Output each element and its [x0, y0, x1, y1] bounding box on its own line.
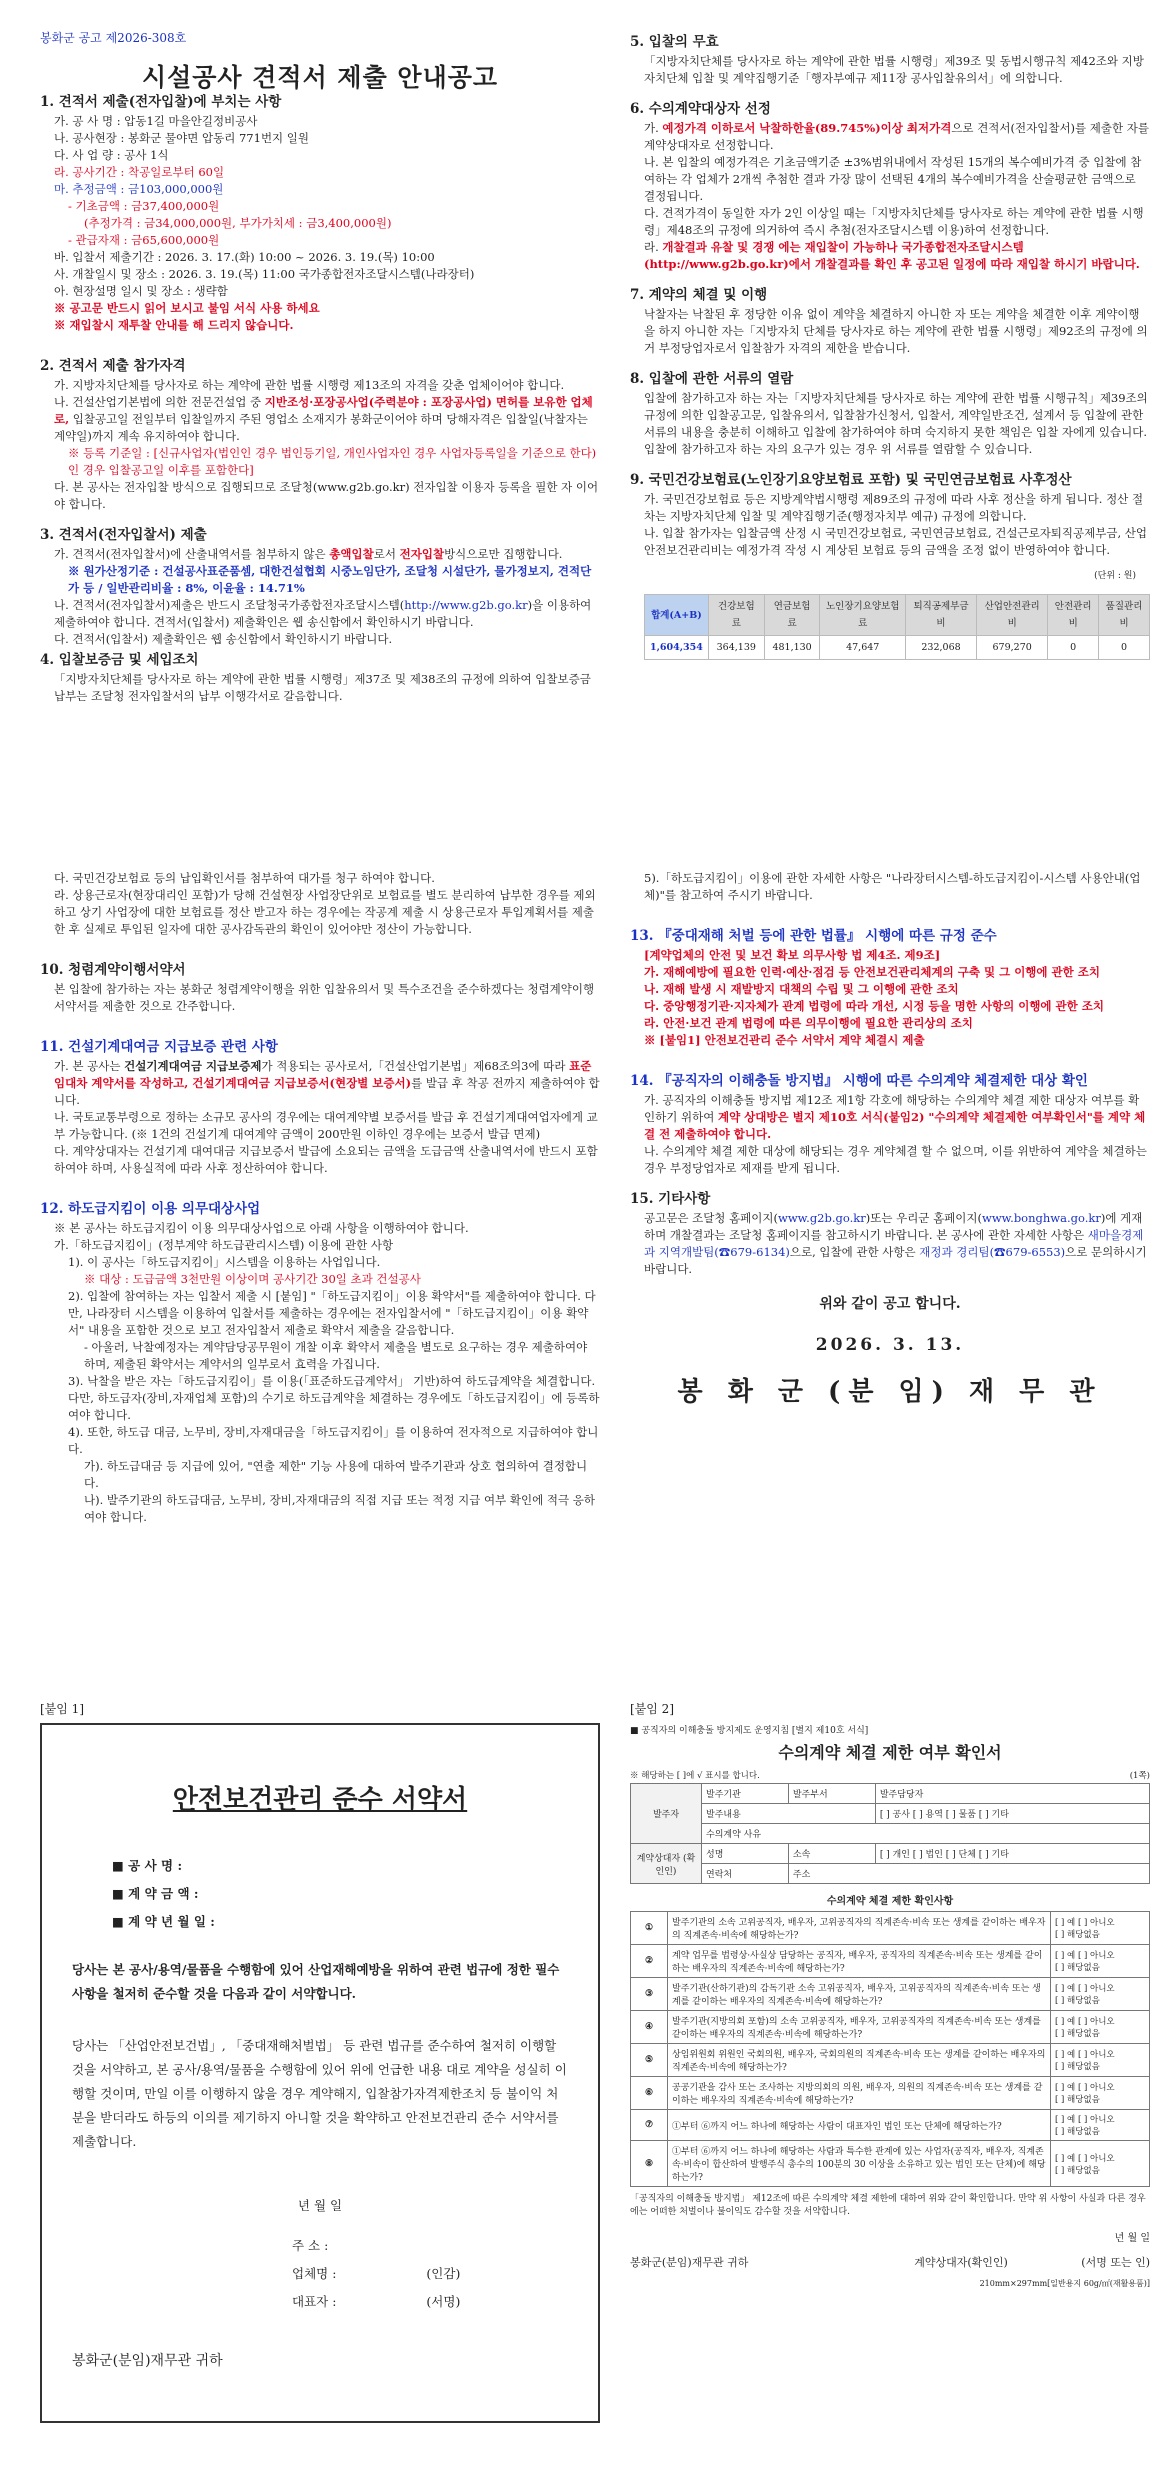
insurance-header-row	[645, 595, 1150, 636]
check-item-number: ④	[631, 2011, 668, 2044]
s6-item-c: 다. 견적가격이 동일한 자가 2인 이상일 때는「지방자치단체를 당사자로 하는 계약에 관한 법률 시행령」제48조의 규정에 의거하여 즉시 추첨(전자조달시스템 이용)하여 선정합니다.	[644, 206, 1144, 237]
s3-item-c: 다. 견적서(입찰서) 제출확인은 웹 송신함에서 확인하시기 바랍니다.	[54, 632, 393, 646]
section-12-heading: 12. 하도급지킴이 이용 의무대상사업	[40, 1201, 261, 1217]
s1-estimate-breakdown: (추정가격 : 금34,000,000원, 부가가치세 : 금3,400,000원)	[84, 216, 392, 230]
contractor-label: 계약상대자 (확인인)	[631, 1844, 702, 1884]
contractor-affiliation[interactable]: 소속	[788, 1844, 875, 1864]
pledge-recipient: 봉화군(분임)재무관 귀하	[72, 2353, 223, 2369]
insurance-value: 0	[1099, 636, 1150, 660]
client-reason[interactable]: 수의계약 사유	[702, 1824, 1150, 1844]
form-recipient: 봉화군(분임)재무관 귀하	[630, 2256, 749, 2269]
check-table	[630, 1911, 1150, 2187]
form-top-row: ※ 해당하는 [ ]에 √ 표시를 합니다. (1쪽)	[630, 1771, 1150, 1781]
s9-item-c: 다. 국민건강보험료 등의 납입확인서를 첨부하여 대가를 청구 하여야 합니다.	[54, 871, 435, 885]
s8-body: 입찰에 참가하고자 하는 자는「지방자치단체를 당사자로 하는 계약에 관한 법률 시행규칙」제39조의 규정에 의한 입찰공고문, 입찰유의서, 입찰참가신청서, 입찰서, 계약일반조건, 설계서 등 입찰에 관한 서류의 내용을 충분히 이해하고 입찰에 참가하여야 하며 숙지하지 못한 책임은 입찰 자에게 있습니다. 입찰에 참가하고자 하는 자의 요구가 있는 경우 위 서류를 열람할 수 있습니다.	[644, 391, 1148, 456]
check-row	[631, 2141, 1150, 2187]
s1-project-name: 가. 공 사 명 : 압동1길 마을안길정비공사	[54, 114, 258, 128]
s14-item-b: 나. 수의계약 체결 제한 대상에 해당되는 경우 계약체결 할 수 없으며, 이를 위반하여 계약을 체결하는 경우 부정당업자로 제재를 받게 됩니다.	[644, 1144, 1147, 1175]
s1-note-1: ※ 공고문 반드시 읽어 보시고 불임 서식 사용 하세요	[54, 301, 320, 315]
check-item-text: 상임위원회 위원인 국회의원, 배우자, 국회의원의 직계존속·비속 또는 생계를 같이하는 배우자의 직계존속·비속에 해당하는가?	[668, 2044, 1051, 2077]
pledge-ceo: 대표자 : (서명)	[292, 2294, 461, 2309]
s12-item-4a: 가). 하도급대금 등 지급에 있어, "연출 제한" 기능 사용에 대하여 발주기관과 상호 협의하여 결정합니다.	[84, 1459, 588, 1490]
s1-base-amount: - 기초금액 : 금37,400,000원	[68, 199, 220, 213]
form-law-ref: ■ 공직자의 이해충돌 방지제도 운영지침 [별지 제10호 서식]	[630, 1726, 869, 1736]
insurance-header-total: 합계(A+B)	[645, 595, 709, 636]
attachment-2-page	[630, 1700, 1150, 2460]
s12-item-3: 3). 낙찰을 받은 자는「하도급지킴이」를 이용(「표준하도급계약서」 기반)하여 하도급계약을 체결합니다. 다만, 하도급자(장비,자재업체 포함)의 수기로 하도급계약을 체결하는 경우에도「하도급지킴이」에 등록하여야 합니다.	[68, 1374, 600, 1422]
check-row	[631, 2011, 1150, 2044]
check-item-number: ⑥	[631, 2077, 668, 2110]
notice-date: 2026. 3. 13.	[815, 1335, 965, 1355]
contractor-name[interactable]: 성명	[702, 1844, 789, 1864]
check-row	[631, 1945, 1150, 1978]
insurance-header: 안전관리비	[1048, 595, 1099, 636]
section-14-heading: 14. 『공직자의 이해충돌 방지법』 시행에 따른 수의계약 체결제한 대상 확인	[630, 1073, 1088, 1089]
s6-item-d: 라. 개찰결과 유찰 및 경쟁 에는 재입찰이 가능하나 국가종합전자조달시스템(http://www.g2b.go.kr)에서 개찰결과를 확인 후 공고된 일정에 따라 재입찰 하시기 바랍니다.	[644, 240, 1140, 271]
form-footer-text: 「공직자의 이해충돌 방지법」 제12조에 따른 수의계약 체결 제한에 대하여 위와 같이 확인합니다. 만약 위 사항이 사실과 다른 경우에는 어떠한 처벌이나 불이익도 감수할 것을 서약합니다.	[630, 2194, 1146, 2217]
s13-item-d: 라. 안전·보건 관계 법령에 따른 의무이행에 필요한 관리상의 조치	[644, 1016, 973, 1030]
insurance-value: 364,139	[708, 636, 764, 660]
s6-item-b: 나. 본 입찰의 예정가격은 기초금액기준 ±3%범위내에서 작성된 15개의 복수예비가격 중 입찰에 참여하는 각 업체가 2개씩 추첨한 결과 가장 많이 선택된 4개의 복수예비가격을 산술평균한 금액으로 결정됩니다.	[644, 155, 1142, 203]
section-13-heading: 13. 『중대재해 처벌 등에 관한 법률』 시행에 따른 규정 준수	[630, 928, 997, 944]
check-item-options[interactable]: [ ] 예 [ ] 아니오 [ ] 해당없음	[1051, 1912, 1150, 1945]
s13-item-c: 다. 중앙행정기관·지자체가 관계 법령에 따라 개선, 시정 등을 명한 사항의 이행에 관한 조치	[644, 999, 1104, 1013]
pledge-address: 주 소 :	[292, 2238, 329, 2253]
check-item-text: 발주기관(지방의회 포함)의 소속 고위공직자, 배우자, 고위공직자의 직계존속·비속 또는 생계를 같이하는 배우자의 직계존속·비속에 해당하는가?	[668, 2011, 1051, 2044]
insurance-value: 47,647	[820, 636, 905, 660]
pledge-lead: 당사는 본 공사/용역/물품을 수행함에 있어 산업재해예방을 위하여 관련 법규에 정한 필수사항을 철저히 준수할 것을 다음과 같이 서약합니다.	[72, 1962, 560, 2001]
bonghwa-homepage-link[interactable]: www.bonghwa.go.kr	[982, 1211, 1101, 1225]
insurance-header: 품질관리비	[1099, 595, 1150, 636]
pledge-contract-amount: ■ 계 약 금 액 :	[112, 1886, 199, 1901]
insurance-header: 노인장기요양보험료	[820, 595, 905, 636]
check-section-title: 수의계약 체결 제한 확인사항	[826, 1896, 954, 1907]
s9-item-d: 라. 상용근로자(현장대리인 포함)가 당해 건설현장 사업장단위로 보험료를 별도 분리하여 납부한 경우를 제외하고 상기 사업장에 대한 보험료를 정산 받고자 하는 경우에는 작공계 제출 시 상용근로자 투입계획서를 제출한 후 실제로 투입된 일자에 대한 공사감독관의 확인이 있어야만 정산이 가능합니다.	[54, 888, 596, 936]
closing-text: 위와 같이 공고 합니다.	[819, 1296, 961, 1312]
check-item-number: ⑤	[631, 2044, 668, 2077]
check-row	[631, 2077, 1150, 2110]
pledge-date-line: 년 월 일	[297, 2198, 343, 2213]
section-2-heading: 2. 견적서 제출 참가자격	[40, 358, 186, 374]
pledge-box	[40, 1723, 600, 2423]
s12-target: ※ 대상 : 도급금액 3천만원 이상이며 공사기간 30일 초과 건설공사	[84, 1272, 421, 1286]
section-11-heading: 11. 건설기계대여금 지급보증 관련 사항	[40, 1039, 278, 1055]
check-row	[631, 1978, 1150, 2011]
notice-page-2	[630, 30, 1150, 860]
notice-title: 시설공사 견적서 제출 안내공고	[141, 63, 499, 92]
s1-site-briefing: 아. 현장설명 일시 및 장소 : 생략함	[54, 284, 228, 298]
attachment-1-page	[40, 1700, 600, 2460]
s12-item-a: 가.「하도급지킴이」(정부계약 하도급관리시스템) 이용에 관한 사항	[54, 1238, 394, 1252]
check-item-options[interactable]: [ ] 예 [ ] 아니오 [ ] 해당없음	[1051, 2110, 1150, 2141]
section-7-heading: 7. 계약의 체결 및 이행	[630, 287, 768, 303]
s11-item-b: 나. 국토교통부령으로 정하는 소규모 공사의 경우에는 대여계약별 보증서를 발급 후 건설기계대여업자에게 교부 가능합니다. (※ 1건의 건설기계 대여계약 금액이 200만원 이하인 경우에는 보증서 발급 면제)	[54, 1110, 598, 1141]
g2b-link[interactable]: http://www.g2b.go.kr	[404, 598, 528, 612]
attachment-2-label: [붙임 2]	[630, 1702, 674, 1716]
check-item-text: 발주기관(산하기관)의 감독기관 소속 고위공직자, 배우자, 고위공직자의 직계존속·비속 또는 생계를 같이하는 배우자의 직계존속·비속에 해당하는가?	[668, 1978, 1051, 2011]
client-content[interactable]: 발주내용	[702, 1804, 876, 1824]
s9-item-a: 가. 국민건강보험료 등은 지방계약법시행령 제89조의 규정에 따라 사후 정산을 하게 됩니다. 정산 절차는 지방자치단체 입찰 및 계약집행기준(행정자치부 예규) 규정에 의합니다.	[644, 492, 1144, 523]
check-item-text: 공공기관을 감사 또는 조사하는 지방의회의 의원, 배우자, 의원의 직계존속·비속 또는 생계를 같이하는 배우자의 직계존속·비속에 해당하는가?	[668, 2077, 1051, 2110]
s12-item-2-note: - 아울러, 낙찰예정자는 계약담당공무원이 개찰 이후 확약서 제출을 별도로 요구하는 경우 제출하여야 하며, 제출된 확약서는 계약서의 일부로서 효력을 가집니다.	[84, 1340, 588, 1371]
s10-body: 본 입찰에 참가하는 자는 봉화군 청렴계약이행을 위한 입찰유의서 및 특수조건을 준수하겠다는 청렴계약이행서약서를 제출한 것으로 간주합니다.	[54, 982, 595, 1013]
section-4-heading: 4. 입찰보증금 및 세입조치	[40, 652, 199, 668]
check-item-number: ③	[631, 1978, 668, 2011]
check-item-text: ①부터 ⑥까지 어느 하나에 해당하는 사람과 특수한 관계에 있는 사업자(공직자, 배우자, 직계존속·비속이 합산하여 발행주식 총수의 100분의 30 이상을 소유하고 있는 법인 또는 단체)에 해당하는가?	[668, 2141, 1051, 2187]
notice-number: 봉화군 공고 제2026-308호	[40, 31, 187, 45]
pledge-sign-block	[72, 2196, 568, 2310]
s1-note-2: ※ 재입찰시 재투찰 안내를 해 드리지 않습니다.	[54, 318, 294, 332]
s1-period: 라. 공사기간 : 착공일로부터 60일	[54, 165, 225, 179]
insurance-value: 0	[1048, 636, 1099, 660]
pledge-company: 업체명 : (인감)	[292, 2266, 461, 2281]
s2-item-c: 다. 본 공사는 전자입찰 방식으로 집행되므로 조달청(www.g2b.go.kr) 전자입찰 이용자 등록을 필한 자 이어야 합니다.	[54, 480, 599, 511]
s12-item-4b: 나). 발주기관의 하도급대금, 노무비, 장비,자재대금의 직접 지급 또는 적정 지급 여부 확인에 적극 응하여야 합니다.	[84, 1493, 595, 1524]
pledge-body: 당사는 「산업안전보건법」, 「중대재해처벌법」 등 관련 법규를 준수하여 철저히 이행할 것을 서약하고, 본 공사/용역/물품을 수행함에 있어 위에 언급한 내용 대로 계약을 성실히 이행할 것이며, 만일 이를 이행하지 않을 경우 계약해지, 입찰참가자격제한조치 등 불이익 처분을 받더라도 하등의 이의를 제기하지 아니할 것을 확약하고 안전보건관리 준수 서약서를 제출합니다.	[72, 2038, 567, 2149]
notice-page-1	[40, 30, 600, 860]
section-1-heading: 1. 견적서 제출(전자입찰)에 부치는 사항	[40, 94, 282, 110]
form-signer: 계약상대자(확인인) (서명 또는 인)	[914, 2256, 1150, 2269]
insurance-table	[644, 594, 1150, 660]
s1-supplied-material: - 관급자재 : 금65,600,000원	[68, 233, 220, 247]
s2-item-b: 나. 건설산업기본법에 의한 전문건설업 중 지반조성·포장공사업(주력분야 : 포장공사업) 면허를 보유한 업체로, 입찰공고일 전일부터 입찰일까지 주된 영업소 소재지가 봉화군이어야 하며 당해자격은 입찰일(낙찰자는 계약일)까지 계속 유지하여야 합니다.	[54, 395, 593, 443]
s4-body: 「지방자치단체를 당사자로 하는 계약에 관한 법률 시행령」제37조 및 제38조의 규정에 의하여 입찰보증금 납부는 조달청 전자입찰서의 납부 이행각서로 갈음합니다.	[54, 672, 591, 703]
s3-note: ※ 원가산정기준 : 건설공사표준품셈, 대한건설협회 시중노임단가, 조달청 시설단가, 물가정보지, 견적단가 등 / 일반관리비율 : 8%, 이윤율 : 14.71%	[68, 564, 592, 595]
section-6-heading: 6. 수의계약대상자 선정	[630, 101, 771, 117]
check-item-text: ①부터 ⑥까지 어느 하나에 해당하는 사람이 대표자인 법인 또는 단체에 해당하는가?	[668, 2110, 1051, 2141]
section-15-heading: 15. 기타사항	[630, 1191, 711, 1207]
client-type-options[interactable]: [ ] 공사 [ ] 용역 [ ] 물품 [ ] 기타	[875, 1804, 1149, 1824]
check-row	[631, 2044, 1150, 2077]
insurance-header: 산업안전관리비	[977, 595, 1048, 636]
check-item-number: ⑦	[631, 2110, 668, 2141]
check-item-options[interactable]: [ ] 예 [ ] 아니오 [ ] 해당없음	[1051, 2044, 1150, 2077]
s7-body: 낙찰자는 낙찰된 후 정당한 이유 없이 계약을 체결하지 아니한 자 또는 계약을 체결한 이후 계약이행을 하지 아니한 자는「지방자치 단체를 당사자로 하는 계약에 관한 법률 시행령」제92조의 규정에 의거 부정당업자로서 입찰참가 자격의 제한을 받습니다.	[644, 307, 1148, 355]
insurance-header: 건강보험료	[708, 595, 764, 636]
s11-item-c: 다. 계약상대자는 건설기계 대여대금 지급보증서 발급에 소요되는 금액을 도급금액 산출내역서에 반드시 포함하여야 하며, 사용실적에 따라 사후 정산하여야 합니다.	[54, 1144, 598, 1175]
client-label: 발주자	[631, 1784, 702, 1844]
s1-site: 나. 공사현장 : 봉화군 물야면 압동리 771번지 일원	[54, 131, 310, 145]
check-item-number: ①	[631, 1912, 668, 1945]
s1-submission-period: 바. 입찰서 제출기간 : 2026. 3. 17.(화) 10:00 ~ 2026. 3. 19.(목) 10:00	[54, 250, 435, 264]
notice-page-3	[40, 870, 600, 1670]
client-officer[interactable]: 발주담당자	[875, 1784, 1149, 1804]
s12-note: ※ 본 공사는 하도급지킴이 이용 의무대상사업으로 아래 사항을 이행하여야 합니다.	[54, 1221, 469, 1235]
insurance-value: 232,068	[905, 636, 976, 660]
check-item-number: ⑧	[631, 2141, 668, 2187]
s3-item-b: 나. 견적서(전자입찰서)제출은 반드시 조달청국가종합전자조달시스템(http://www.g2b.go.kr)을 이용하여 제출하여야 합니다. 견적서(입찰서) 제출확인은 웹 송신함에서 확인하시기 바랍니다.	[54, 598, 592, 629]
contractor-phone[interactable]: 연락처	[702, 1864, 789, 1884]
insurance-value-total: 1,604,354	[645, 636, 709, 660]
s9-item-b: 나. 입찰 참가자는 입찰금액 산정 시 국민건강보험료, 국민연금보험료, 건설근로자퇴직공제부금, 산업안전보건관리비는 예정가격 작성 시 계상된 보험료 등의 금액을 조정 없이 반영하여야 합니다.	[644, 526, 1147, 557]
check-item-options[interactable]: [ ] 예 [ ] 아니오 [ ] 해당없음	[1051, 1978, 1150, 2011]
s15-body: 공고문은 조달청 홈페이지(www.g2b.go.kr)또는 우리군 홈페이지(www.bonghwa.go.kr)에 게재하며 개찰결과는 조달청 홈페이지를 참고하시기 바랍니다. 본 공사에 관한 자세한 사항은 새마을경제과 지역개발팀(☎679-6134)으로, 입찰에 관한 사항은 재정과 경리팀(☎679-6553)으로 문의하시기 바랍니다.	[644, 1211, 1147, 1276]
check-item-number: ②	[631, 1945, 668, 1978]
notice-page-4	[630, 870, 1150, 1670]
s5-body: 「지방자치단체를 당사자로 하는 계약에 관한 법률 시행령」제39조 및 동법시행규칙 제42조와 지방자치단체 입찰 및 계약집행기준「행자부예규 제11장 공사입찰유의서」에 의합니다.	[644, 54, 1144, 85]
insurance-value-row	[645, 636, 1150, 660]
s12-item-1: 1). 이 공사는「하도급지킴이」시스템을 이용하는 사업입니다.	[68, 1255, 381, 1269]
form-sign-row	[630, 2254, 1150, 2270]
s12-item-2: 2). 입찰에 참여하는 자는 입찰서 제출 시 [붙임] "「하도급지킴이」이용 확약서"를 제출하여야 합니다. 다만, 나라장터 시스템을 이용하여 입찰서를 제출하는 경우에는 전자입찰서에 "「하도급지킴이」이용 확약서" 내용을 포함한 것으로 보고 전자입찰서 제출로 확약서 제출을 갈음합니다.	[68, 1289, 596, 1337]
g2b-homepage-link[interactable]: www.g2b.go.kr	[778, 1211, 866, 1225]
s11-item-a: 가. 본 공사는 건설기계대여금 지급보증제가 적용되는 공사로서,「건설산업기본법」제68조의3에 따라 표준임대차 계약서를 작성하고, 건설기계대여금 지급보증서(현장별 보증서)를 발급 후 착공 전까지 제출하여야 합니다.	[54, 1059, 600, 1107]
s12-item-5: 5).「하도급지킴이」이용에 관한 자세한 사항은 "나라장터시스템-하도급지킴이-시스템 사용안내(업체)"를 참고하여 주시기 바랍니다.	[644, 871, 1141, 902]
check-row	[631, 1912, 1150, 1945]
form-date: 년 월 일	[1114, 2233, 1150, 2244]
check-item-options[interactable]: [ ] 예 [ ] 아니오 [ ] 해당없음	[1051, 2011, 1150, 2044]
pledge-contract-date: ■ 계 약 년 월 일 :	[112, 1914, 215, 1929]
section-9-heading: 9. 국민건강보험료(노인장기요양보험료 포함) 및 국민연금보험료 사후정산	[630, 472, 1072, 488]
s13-item-b: 나. 재해 발생 시 재발방지 대책의 수립 및 그 이행에 관한 조치	[644, 982, 959, 996]
form-title: 수의계약 체결 제한 여부 확인서	[778, 1743, 1002, 1762]
insurance-header: 퇴직공제부금비	[905, 595, 976, 636]
contractor-address[interactable]: 주소	[788, 1864, 1149, 1884]
client-agency[interactable]: 발주기관	[702, 1784, 789, 1804]
s2-note: ※ 등록 기준일 : [신규사업자(법인인 경우 법인등기일, 개인사업자인 경우 사업자등록일을 기준으로 한다)인 경우 입찰공고일 이후를 포함한다]	[68, 446, 597, 477]
s13-item-a: 가. 재해예방에 필요한 인력·예산·점검 등 안전보건관리체계의 구축 및 그 이행에 관한 조치	[644, 965, 1100, 979]
check-item-text: 발주기관의 소속 고위공직자, 배우자, 고위공직자의 직계존속·비속 또는 생계를 같이하는 배우자의 직계존속·비속에 해당하는가?	[668, 1912, 1051, 1945]
s1-opening: 사. 개찰일시 및 장소 : 2026. 3. 19.(목) 11:00 국가종합전자조달시스템(나라장터)	[54, 267, 475, 281]
check-item-options[interactable]: [ ] 예 [ ] 아니오 [ ] 해당없음	[1051, 2141, 1150, 2187]
s12-item-4: 4). 또한, 하도급 대금, 노무비, 장비,자재대금을「하도급지킴이」를 이용하여 전자적으로 지급하여야 합니다.	[68, 1425, 599, 1456]
s1-estimate: 마. 추정금액 : 금103,000,000원	[54, 182, 224, 196]
pledge-project-name: ■ 공 사 명 :	[112, 1858, 183, 1873]
s13-subtitle: [계약업체의 안전 및 보건 확보 의무사항 법 제4조. 제9조]	[644, 948, 941, 962]
section-3-heading: 3. 견적서(전자입찰서) 제출	[40, 527, 207, 543]
insurance-header: 연금보험료	[764, 595, 820, 636]
issuer: 봉 화 군 (분 임) 재 무 관	[677, 1377, 1103, 1407]
check-item-text: 계약 업무를 법령상·사실상 담당하는 공직자, 배우자, 공직자의 직계존속·비속 또는 생계를 같이하는 배우자의 직계존속·비속에 해당하는가?	[668, 1945, 1051, 1978]
s6-item-a: 가. 예정가격 이하로서 낙찰하한율(89.745%)이상 최저가격으로 견적서(전자입찰서)를 제출한 자를 계약상대자로 선정합니다.	[644, 121, 1150, 152]
s14-item-a: 가. 공직자의 이해충돌 방지법 제12조 제1항 각호에 해당하는 수의계약 체결 제한 대상자 여부를 확인하기 위하여 계약 상대방은 별지 제10호 서식(붙임2) "수의계약 체결제한 여부확인서"를 계약 체결 전 제출하여야 합니다.	[644, 1093, 1146, 1141]
client-dept[interactable]: 발주부서	[788, 1784, 875, 1804]
table-unit: (단위 : 원)	[1094, 571, 1136, 581]
s2-item-a: 가. 지방자치단체를 당사자로 하는 계약에 관한 법률 시행령 제13조의 자격을 갖춘 업체이어야 합니다.	[54, 378, 565, 392]
insurance-value: 679,270	[977, 636, 1048, 660]
insurance-value: 481,130	[764, 636, 820, 660]
s1-quantity: 다. 사 업 량 : 공사 1식	[54, 148, 169, 162]
form-party-table	[630, 1783, 1150, 1884]
s13-note: ※ [붙임1] 안전보건관리 준수 서약서 계약 체결시 제출	[644, 1033, 925, 1047]
check-item-options[interactable]: [ ] 예 [ ] 아니오 [ ] 해당없음	[1051, 2077, 1150, 2110]
section-8-heading: 8. 입찰에 관한 서류의 열람	[630, 371, 794, 387]
attachment-1-label: [붙임 1]	[40, 1702, 84, 1716]
section-10-heading: 10. 청렴계약이행서약서	[40, 962, 186, 978]
check-item-options[interactable]: [ ] 예 [ ] 아니오 [ ] 해당없음	[1051, 1945, 1150, 1978]
s3-item-a: 가. 견적서(전자입찰서)에 산출내역서를 첨부하지 않은 총액입찰로서 전자입찰방식으로만 집행합니다.	[54, 547, 563, 561]
pledge-title: 안전보건관리 준수 서약서	[172, 1785, 468, 1815]
form-paper-size: 210mm×297mm[일반용지 60g/㎡(재활용품)]	[979, 2279, 1150, 2288]
section-5-heading: 5. 입찰의 무효	[630, 34, 719, 50]
check-row	[631, 2110, 1150, 2141]
contractor-type-options[interactable]: [ ] 개인 [ ] 법인 [ ] 단체 [ ] 기타	[875, 1844, 1149, 1864]
